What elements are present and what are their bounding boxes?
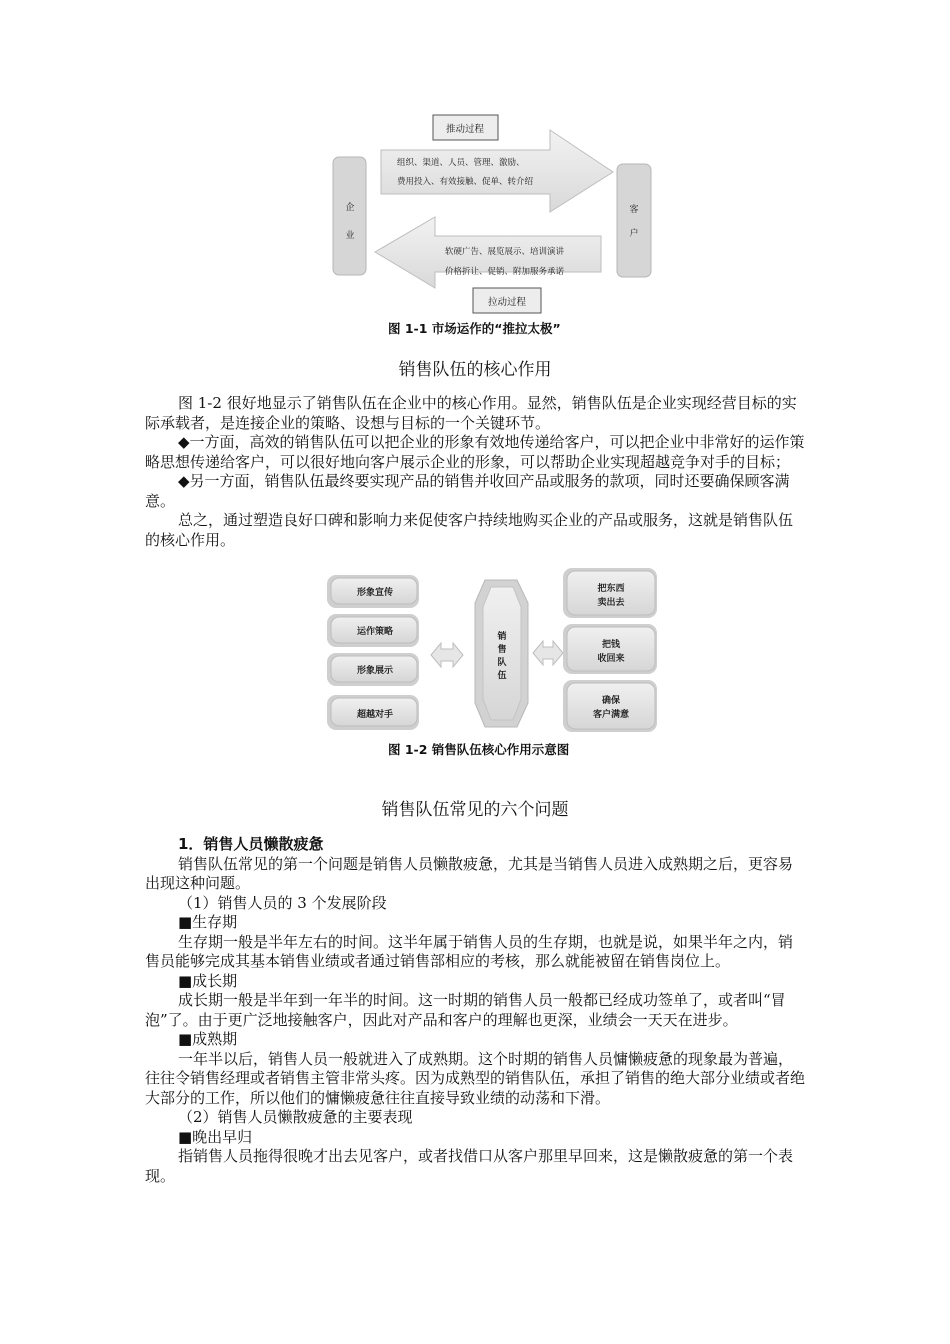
enterprise-char-2: 业 (345, 231, 355, 241)
push-arrow (381, 130, 613, 212)
figure2-caption: 图 1-2 销售队伍核心作用示意图 (388, 742, 570, 757)
stage-label: ■成熟期 (178, 1030, 238, 1048)
pull-label: 拉动过程 (487, 297, 527, 308)
figure-core-role-diagram (325, 565, 660, 740)
paragraph: 指销售人员拖得很晚才出去见客户，或者找借口从客户那里早回来，这是懒散疲惫的第一个表现。 (145, 1147, 794, 1185)
left-item-1: 形象宣传 (356, 588, 394, 598)
left-item-4: 超越对手 (356, 710, 394, 720)
figure1-caption: 图 1-1 市场运作的“推拉太极” (388, 321, 561, 336)
pull-line-2: 价格折让、促销、附加服务承诺 (445, 267, 565, 277)
section2-body (145, 835, 807, 1186)
stage-label: ■生存期 (178, 913, 238, 931)
section2-title: 销售队伍常见的六个问题 (381, 800, 569, 820)
right-item-2-line1: 把钱 (601, 640, 621, 650)
bullet-paragraph: ◆一方面，高效的销售队伍可以把企业的形象有效地传递给客户，可以把企业中非常好的运作策略思想传递给客户，可以很好地向客户展示企业的形象，可以帮助企业实现超越竞争对手的目标； (145, 433, 805, 471)
subheading: （2）销售人员懒散疲惫的主要表现 (178, 1108, 413, 1126)
paragraph: 总之，通过塑造良好口碑和影响力来促使客户持续地购买企业的产品或服务，这就是销售队伍的核心作用。 (145, 511, 794, 549)
push-line-2: 费用投入、有效接触、促单、转介绍 (397, 177, 534, 187)
enterprise-char-1: 企 (345, 203, 355, 213)
center-char-3: 队 (497, 658, 507, 668)
paragraph: 销售队伍常见的第一个问题是销售人员懒散疲惫，尤其是当销售人员进入成熟期之后，更容易出现这种问题。 (145, 854, 794, 892)
paragraph: 图 1-2 很好地显示了销售队伍在企业中的核心作用。显然，销售队伍是企业实现经营目标的实际承载者，是连接企业的策略、设想与目标的一个关键环节。 (145, 394, 797, 432)
push-line-1: 组织、渠道、人员、管理、激励、 (397, 158, 525, 168)
right-item-3-line2: 客户满意 (592, 710, 630, 720)
sign-label: ■晚出早归 (178, 1127, 253, 1146)
right-item-1-line1: 把东西 (597, 584, 625, 594)
right-item-2-line2: 收回来 (597, 654, 625, 664)
center-char-2: 售 (497, 645, 507, 655)
figure-push-pull-diagram (325, 112, 660, 317)
bullet-paragraph: ◆另一方面，销售队伍最终要实现产品的销售并收回产品或服务的款项，同时还要确保顾客满意。 (145, 472, 790, 510)
left-item-3: 形象展示 (356, 666, 394, 676)
center-char-1: 销 (497, 632, 507, 642)
left-double-arrow (431, 643, 463, 667)
customer-char-1: 客 (629, 205, 639, 215)
paragraph: 生存期一般是半年左右的时间。这半年属于销售人员的生存期，也就是说，如果半年之内，销售员能够完成其基本销售业绩或者通过销售部相应的考核，那么就能被留在销售岗位上。 (145, 932, 794, 970)
customer-pillar (617, 164, 651, 277)
paragraph: 一年半以后，销售人员一般就进入了成熟期。这个时期的销售人员慵懒疲惫的现象最为普遍，往往令销售经理或者销售主管非常头疼。因为成熟型的销售队伍，承担了销售的绝大部分业绩或者绝大部分的工作，所以他们的慵懒疲惫往往直接导致业绩的动荡和下滑。 (145, 1049, 806, 1107)
problem-heading: 1．销售人员懒散疲惫 (178, 835, 324, 853)
subheading: （1）销售人员的 3 个发展阶段 (178, 893, 387, 912)
right-item-3-line1: 确保 (601, 696, 621, 706)
pull-line-1: 软硬广告、展览展示、培训演讲 (445, 247, 565, 257)
center-char-4: 伍 (497, 671, 507, 681)
paragraph: 成长期一般是半年到一年半的时间。这一时期的销售人员一般都已经成功签单了，或者叫“冒泡”了。由于更广泛地接触客户，因此对产品和客户的理解也更深，业绩会一天天在进步。 (145, 991, 786, 1029)
customer-char-2: 户 (629, 229, 639, 239)
section1-body (145, 394, 807, 550)
enterprise-pillar (333, 157, 366, 275)
right-item-1-line2: 卖出去 (597, 598, 625, 608)
right-double-arrow (533, 641, 563, 665)
stage-label: ■成长期 (178, 971, 238, 990)
left-item-2: 运作策略 (356, 627, 394, 637)
push-label: 推动过程 (445, 124, 485, 135)
section1-title: 销售队伍的核心作用 (398, 360, 552, 380)
